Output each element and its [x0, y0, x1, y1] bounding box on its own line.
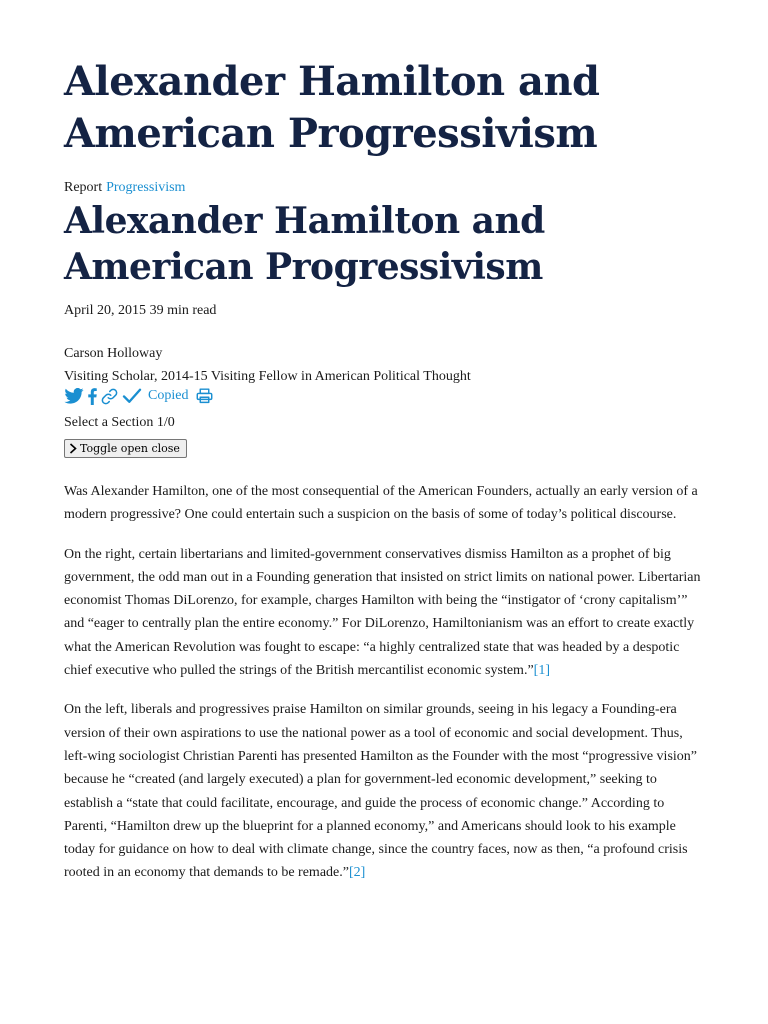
- chevron-right-icon: [69, 443, 78, 454]
- article-title: Alexander Hamilton and American Progressivism: [64, 200, 545, 288]
- author-name[interactable]: Carson Holloway: [64, 346, 163, 361]
- footnote-link[interactable]: [2]: [348, 865, 366, 881]
- article-kicker: [64, 179, 185, 197]
- share-toolbar: [64, 385, 217, 407]
- page-title: Alexander Hamilton and American Progressivism: [64, 58, 600, 157]
- section-selector-label: Select a Section 1/0: [64, 415, 175, 430]
- author-title: Visiting Scholar, 2014-15 Visiting Fellow in American Political Thought: [64, 369, 471, 384]
- article-meta: [64, 302, 216, 320]
- article-body: [64, 480, 708, 901]
- report-type-label: Report: [64, 180, 103, 195]
- toggle-label: Toggle open close: [80, 442, 180, 455]
- category-link[interactable]: Progressivism: [106, 180, 186, 195]
- paragraph: On the right, certain libertarians and limited-government conservatives dismiss Hamilton as a prophet of big government, the odd man out in a Founding generation that insisted on strict limits on national power. Libertarian economist Thomas DiLorenzo, for example, charges Hamilton with being the “instigator of ‘crony capitalism’” and “eager to centrally plan the entire economy.” For DiLorenzo, Hamiltonianism was an effort to create exactly what the American Revolution was fought to escape: “a highly centralized state that was headed by a despotic chief executive who pulled the strings of the British mercantilist economic system.”[1]: [64, 546, 701, 679]
- toggle-sections-button[interactable]: [64, 439, 187, 458]
- author-block: [64, 342, 471, 388]
- publish-date: April 20, 2015: [64, 303, 147, 318]
- read-time: 39 min read: [149, 303, 217, 318]
- facebook-icon[interactable]: [88, 385, 97, 407]
- print-icon[interactable]: [196, 385, 213, 407]
- paragraph: Was Alexander Hamilton, one of the most consequential of the American Founders, actually an early version of a modern progressive? One could entertain such a suspicion on the basis of some of today’s political discourse.: [64, 484, 698, 523]
- link-icon[interactable]: [101, 385, 118, 407]
- paragraph: On the left, liberals and progressives praise Hamilton on similar grounds, seeing in his legacy a Founding-era version of their own aspirations to use the national power as a tool of economic and social development. Thus, left-wing sociologist Christian Parenti has presented Hamilton as the Founder with the most “progressive vision” because he “created (and largely executed) a plan for government-led economic development,” seeking to establish a “state that could facilitate, encourage, and guide the process of economic change.” According to Parenti, “Hamilton drew up the blueprint for a planned economy,” and Americans should look to his example today for guidance on how to deal with climate change, since the country faces, now as then, “a profound crisis rooted in an economy that demands to be remade.”[2]: [64, 702, 698, 881]
- footnote-link[interactable]: [1]: [533, 663, 550, 679]
- copied-label: Copied: [148, 388, 189, 403]
- twitter-icon[interactable]: [64, 385, 84, 407]
- checkmark-icon: [122, 385, 142, 407]
